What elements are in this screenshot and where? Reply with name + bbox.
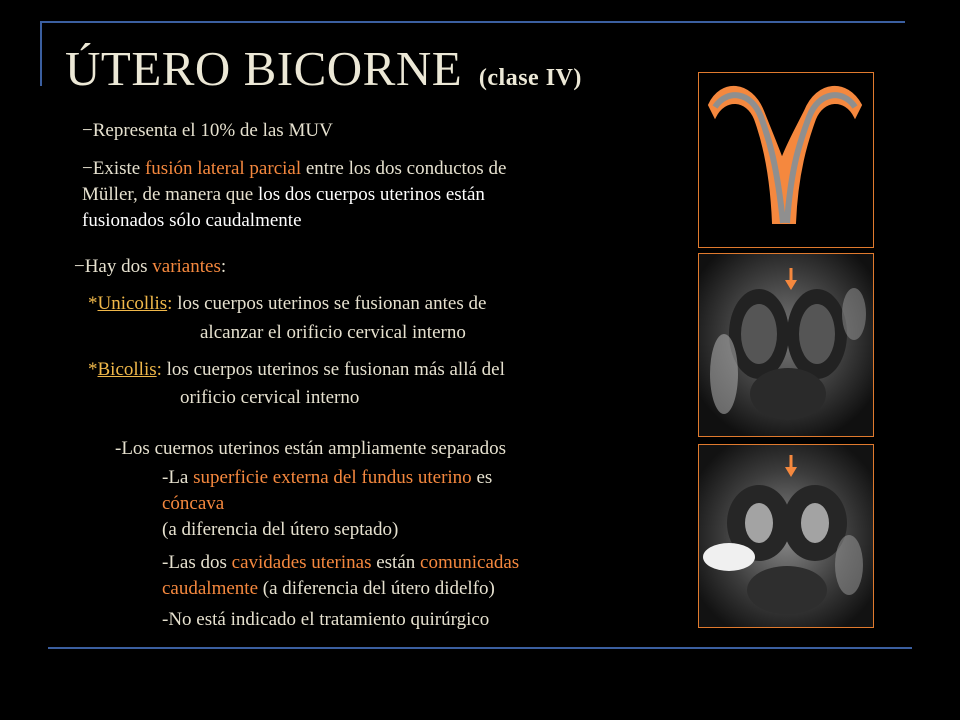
bullet-fusion: [82, 156, 506, 234]
frame-bottom-line: [48, 647, 912, 649]
title-subtitle: (clase IV): [478, 65, 582, 91]
mri-axial-image: [698, 253, 874, 437]
unicollis-line1: los cuerpos uterinos se fusionan antes de: [172, 293, 487, 314]
unicollis-star: *: [88, 293, 98, 314]
bullet-fusion-highlight: fusión lateral parcial: [144, 158, 302, 179]
variant-unicollis: [88, 291, 486, 317]
note-fundus-a: -La: [162, 467, 194, 488]
bicollis-line1: los cuerpos uterinos se fusionan más allá del: [161, 359, 505, 380]
bicollis-star: *: [88, 359, 98, 380]
unicollis-line2: alcanzar el orificio cervical interno: [200, 322, 466, 343]
note-fundus: [162, 465, 492, 543]
bullet-fusion-line2a: Müller, de manera que: [82, 184, 258, 205]
bicollis-colon: :: [156, 359, 162, 380]
bullet-fusion-a: Existe: [92, 158, 145, 179]
slide-title: [65, 40, 582, 97]
title-main: ÚTERO BICORNE: [65, 41, 463, 96]
bullet-dash: −: [82, 158, 93, 179]
note-cavities-caudal: caudalmente: [162, 578, 259, 599]
note-horns-separated: -Los cuernos uterinos están ampliamente separados: [115, 438, 506, 459]
note-cavities-hl1: cavidades uterinas: [231, 552, 372, 573]
note-fundus-septate: (a diferencia del útero septado): [162, 519, 399, 540]
note-cavities-hl2: comunicadas: [420, 552, 520, 573]
note-cavities-b: están: [371, 552, 421, 573]
note-fundus-b: es: [471, 467, 493, 488]
unicollis-colon: :: [167, 293, 173, 314]
bullet-fusion-line3: fusionados sólo caudalmente: [82, 210, 302, 231]
bicollis-line2: orificio cervical interno: [180, 387, 360, 408]
note-cavities-didelphys: (a diferencia del útero didelfo): [258, 578, 495, 599]
bicornuate-uterus-diagram: [698, 72, 874, 248]
variant-bicollis: [88, 357, 505, 383]
note-cavities: [162, 550, 519, 602]
frame-top-line: [40, 21, 905, 23]
note-fundus-highlight: superficie externa del fundus uterino: [193, 467, 472, 488]
bicollis-name: Bicollis: [97, 359, 157, 380]
mri-coronal-image: [698, 444, 874, 628]
bullet-variants-highlight: variantes: [152, 256, 221, 277]
bullet-fusion-line2b: los dos cuerpos uterinos están: [257, 184, 485, 205]
note-fundus-concave: cóncava: [162, 493, 225, 514]
bullet-variants: [74, 254, 226, 280]
bullet-fusion-b: entre los dos conductos de: [301, 158, 507, 179]
unicollis-name: Unicollis: [97, 293, 168, 314]
note-no-surgery: -No está indicado el tratamiento quirúrgico: [162, 609, 490, 630]
bullet-prevalence: −Representa el 10% de las MUV: [82, 120, 333, 141]
bullet-variants-a: −Hay dos: [74, 256, 153, 277]
bullet-variants-b: :: [220, 256, 227, 277]
note-cavities-a: -Las dos: [162, 552, 232, 573]
frame-left-line: [40, 21, 42, 86]
